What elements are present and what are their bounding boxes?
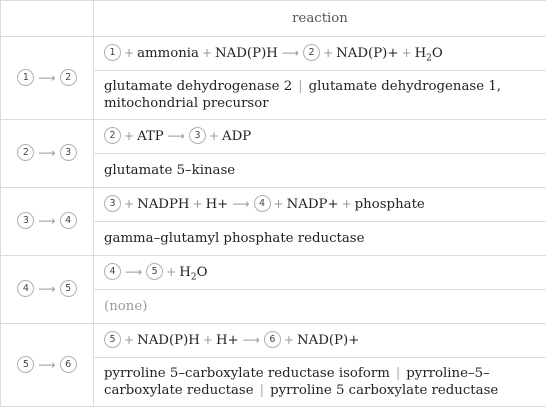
header-row (1, 1, 546, 37)
species-name: NAD(P)+ (336, 46, 399, 61)
step-cell (1, 324, 94, 407)
enzyme-list (94, 71, 546, 120)
water-h: H (414, 46, 427, 61)
species-name: NAD(P)H (215, 46, 278, 61)
plus-sign: + (192, 197, 203, 211)
reaction-arrow: ⟶ (125, 265, 143, 279)
water-o: O (196, 265, 208, 280)
reaction-row (1, 37, 546, 71)
compound-badge: 5 (146, 263, 163, 280)
step-from-badge: 1 (17, 69, 34, 86)
species-name: NAD(P)+ (296, 333, 360, 348)
reaction-equation (94, 37, 546, 71)
enzyme-separator: | (395, 366, 401, 381)
plus-sign: + (124, 46, 135, 60)
plus-sign: + (283, 333, 294, 347)
step-to-badge: 2 (60, 69, 77, 86)
compound-badge: 4 (104, 263, 121, 280)
enzyme-list (94, 290, 546, 324)
reaction-equation (94, 120, 546, 154)
step-from-badge: 2 (17, 144, 34, 161)
enzyme-name: glutamate 5–kinase (104, 163, 236, 178)
reaction-equation (94, 256, 546, 290)
reaction-equation (94, 188, 546, 222)
reaction-row (1, 188, 546, 222)
plus-sign: + (166, 265, 177, 279)
plus-sign: + (124, 197, 135, 211)
species-name: H+ (215, 333, 239, 348)
step-from-badge: 4 (17, 280, 34, 297)
compound-badge: 2 (303, 44, 320, 61)
plus-sign: + (323, 46, 334, 60)
enzyme-name: pyrroline 5 carboxylate reductase (270, 383, 499, 398)
enzyme-list (94, 154, 546, 188)
enzyme-separator: | (259, 383, 265, 398)
compound-badge: 4 (254, 195, 271, 212)
compound-badge: 3 (189, 127, 206, 144)
reaction-arrow: ⟶ (232, 197, 250, 211)
step-arrow: ⟶ (38, 357, 56, 372)
reaction-row (1, 120, 546, 154)
compound-badge: 3 (104, 195, 121, 212)
compound-badge: 2 (104, 127, 121, 144)
plus-sign: + (341, 197, 352, 211)
species-name: ADP (222, 129, 252, 144)
step-from-badge: 5 (17, 356, 34, 373)
enzyme-name: glutamate dehydrogenase 1, mitochondrial precursor (104, 79, 502, 111)
header-step (1, 1, 94, 37)
step-arrow: ⟶ (38, 146, 56, 160)
compound-badge: 5 (104, 331, 121, 348)
species-name: H+ (205, 197, 229, 212)
plus-sign: + (273, 197, 284, 211)
water-o: O (431, 46, 443, 61)
step-to-badge: 4 (60, 212, 77, 229)
step-to-badge: 5 (60, 280, 77, 297)
species-name: ATP (137, 129, 164, 144)
enzyme-separator: | (298, 79, 303, 94)
step-arrow: ⟶ (38, 70, 56, 85)
step-cell (1, 37, 94, 120)
compound-badge: 1 (104, 44, 121, 61)
species-name: phosphate (354, 197, 425, 212)
plus-sign: + (208, 129, 220, 143)
enzyme-name: pyrroline–5–carboxylate reductase (104, 366, 490, 398)
species-name: NADPH (137, 197, 190, 212)
step-cell (1, 120, 94, 188)
species-name: NAD(P)H (137, 333, 200, 348)
step-to-badge: 6 (60, 356, 77, 373)
species-water (414, 46, 443, 64)
plus-sign: + (124, 129, 135, 143)
enzyme-name: glutamate dehydrogenase 2 (104, 79, 293, 94)
water-sub: 2 (190, 272, 197, 283)
plus-sign: + (124, 333, 135, 347)
reaction-row (1, 256, 546, 290)
enzyme-name: pyrroline 5–carboxylate reductase isoform (104, 366, 390, 381)
water-sub: 2 (426, 53, 432, 64)
enzyme-list (94, 222, 546, 256)
enzyme-list (94, 358, 546, 407)
species-water (179, 265, 208, 283)
plus-sign: + (202, 333, 213, 347)
step-to-badge: 3 (60, 144, 77, 161)
step-arrow: ⟶ (38, 282, 56, 296)
reaction-arrow: ⟶ (281, 46, 300, 60)
water-h: H (179, 265, 191, 280)
compound-badge: 6 (264, 331, 281, 348)
plus-sign: + (201, 46, 213, 60)
species-name: ammonia (137, 46, 199, 61)
no-enzyme-label: (none) (104, 299, 148, 314)
reaction-arrow: ⟶ (167, 129, 185, 143)
plus-sign: + (401, 46, 412, 60)
step-cell (1, 256, 94, 324)
step-from-badge: 3 (17, 212, 34, 229)
reaction-arrow: ⟶ (242, 333, 260, 347)
reaction-equation (94, 324, 546, 358)
reaction-rows (1, 37, 546, 407)
species-name: NADP+ (286, 197, 339, 212)
header-reaction: reaction (94, 1, 546, 37)
step-cell (1, 188, 94, 256)
step-arrow: ⟶ (38, 214, 56, 228)
reaction-row (1, 324, 546, 358)
enzyme-name: gamma–glutamyl phosphate reductase (104, 231, 365, 246)
